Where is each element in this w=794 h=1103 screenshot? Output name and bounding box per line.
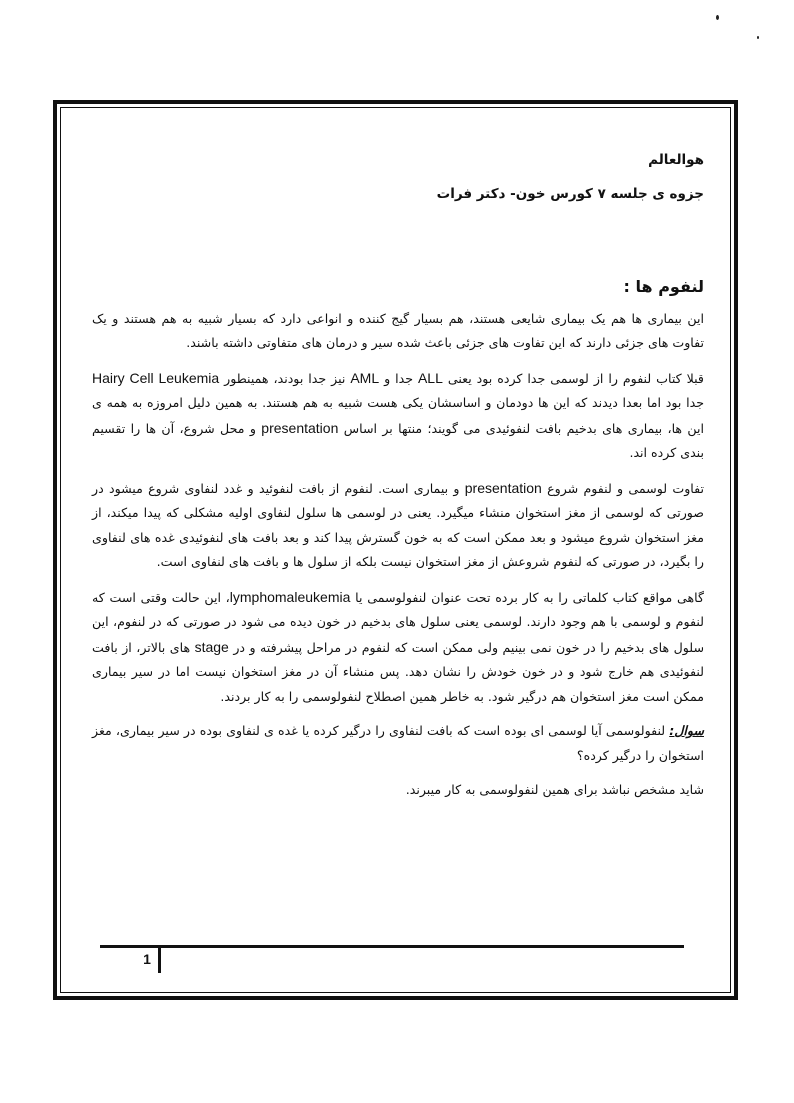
term-all: ALL <box>417 369 443 386</box>
paragraph-classification <box>92 366 704 466</box>
paragraph-text: جدا بود اما بعدا دیدند که این ها دودمان و اساسشان یکی هست شبیه به هم هستند. به همین دلیل امروزه به همه ی این ها، بیماری های بدخیم بافت لنفوئیدی می گویند؛ منتها بر اساس <box>92 395 704 436</box>
document-title: جزوه ی جلسه ۷ کورس خون- دکتر فرات <box>436 186 704 203</box>
paragraph-difference <box>92 476 704 575</box>
term-presentation: presentation <box>261 419 339 436</box>
paragraph-text: این بیماری ها هم یک بیماری شایعی هستند، هم بسیار گیج کننده و انواعی دارد که بسیار شبیه به هم هستند و یک تفاوت های جزئی دارند که این تفاوت های جزئی باعث شده سیر و درمان های متفاوتی داشته باشند. <box>92 310 704 350</box>
term-hairy-cell-leukemia: Hairy Cell Leukemia <box>92 369 220 386</box>
paragraph-lymphomaleukemia <box>92 585 704 710</box>
paragraph-text: لنفولوسمی آیا لوسمی ای بوده است که بافت لنفاوی را درگیر کرده یا غده ی لنفاوی بوده در سیر بیماری، مغز استخوان را درگیر کرده؟ <box>92 723 704 763</box>
document-body <box>92 150 704 813</box>
paragraph-text: شاید مشخص نباشد برای همین لنفولوسمی به کار میبرند. <box>405 782 704 797</box>
footer-rule <box>100 945 684 948</box>
paragraph-question <box>92 719 704 768</box>
paragraph-text: گاهی مواقع کتاب کلماتی را به کار برده تحت عنوان لنفولوسمی یا <box>355 589 705 605</box>
paragraph-text: قبلا کتاب لنفوم را از لوسمی جدا کرده بود یعنی <box>447 370 704 386</box>
section-title: لنفوم ها : <box>623 276 704 296</box>
paragraph-intro <box>92 307 704 356</box>
paragraph-text: ، این حالت وقتی است که لنفوم و لوسمی با هم وجود دارند. لوسمی یعنی سلول های بدخیم در خون دیده می شود در صورتی که در لنفوم، این سلول های بدخیم را در خون نمی بینیم ولی ممکن است که لنفوم در مراحل پیشرفته و در <box>92 589 705 655</box>
footer-divider <box>158 945 161 973</box>
question-label: سوال: <box>669 723 704 738</box>
paragraph-text: جدا و <box>384 370 414 386</box>
term-stage: stage <box>194 638 229 655</box>
scan-speck <box>757 36 759 39</box>
paragraph-answer <box>92 778 704 803</box>
paragraph-text: نیز جدا بودند، همینطور <box>224 370 346 386</box>
term-lymphomaleukemia: lymphomaleukemia <box>229 588 351 605</box>
paragraph-text: های بالاتر، از بافت لنفوئیدی هم خارج شود و در خون خودش را نشان دهد. پس منشاء آن در مغز استخوان نیست اما در سیر بیماری ممکن است مغز استخوان هم درگیر شود. به خاطر همین اصطلاح لنفولوسمی را به کار بردند. <box>92 639 704 704</box>
scan-speck <box>716 15 719 20</box>
document-invocation: هوالعالم <box>648 152 704 168</box>
paragraph-text: تفاوت لوسمی و لنفوم شروع <box>547 480 704 496</box>
paragraph-text: و محل شروع، آن ها را تقسیم بندی کرده اند. <box>92 420 704 460</box>
term-presentation: presentation <box>464 479 542 496</box>
paragraph-text: و بیماری است. لنفوم از بافت لنفوئید و غدد لنفاوی شروع میشود در صورتی که لوسمی از مغز استخوان منشاء میگیرد. یعنی در لوسمی ها سلول لنفاوی اولیه مشکلی که پیدا میکند، از مغز استخوان شروع میشود و بعد ممکن است که به خون گسترش پیدا کند و بعد بافت های لنفوئیدی غده های لنفاوی را بگیرد، در صورتی که لنفوم شروعش از مغز استخوان نیست بلکه از سلول ها و بافت های لنفاوی است. <box>92 480 704 569</box>
page-number: 1 <box>143 951 151 967</box>
term-aml: AML <box>350 369 380 386</box>
